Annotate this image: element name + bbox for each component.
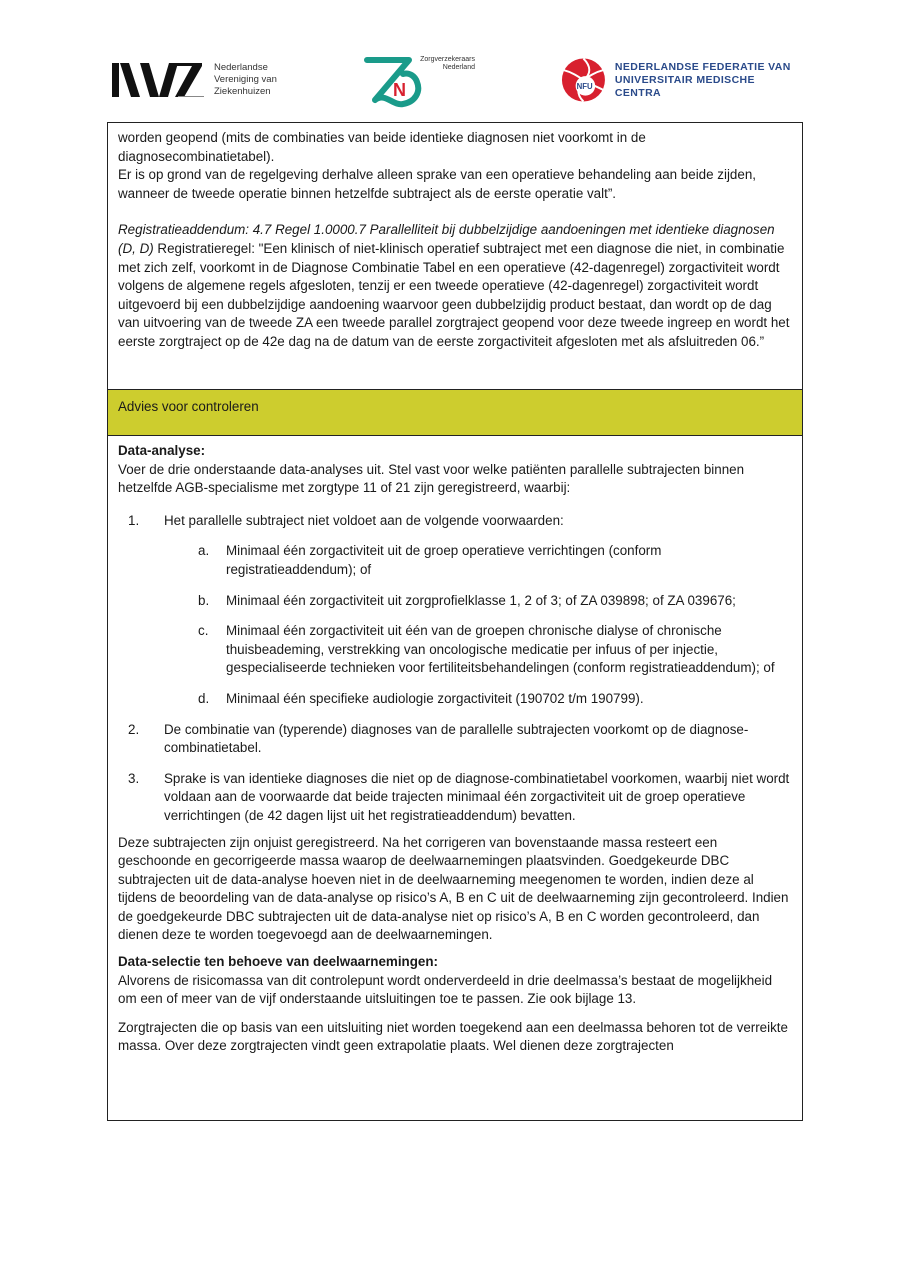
paragraph: Er is op grond van de regelgeving derhalve alleen sprake van een operatieve behandeling aan beide zijden, wanneer de tweede operatie binnen hetzelfde subtraject als de eerste operatie valt”.	[118, 167, 756, 201]
nvz-logo-mark-icon	[112, 63, 204, 97]
data-selectie-heading: Data-selectie ten behoeve van deelwaarnemingen:	[118, 954, 439, 970]
sub-list-item: b. Minimaal één zorgactiviteit uit zorgprofielklasse 1, 2 of 3; of ZA 039898; of ZA 039676;	[198, 592, 736, 608]
registration-rules-cell	[108, 123, 802, 390]
content-table	[107, 122, 803, 1121]
paragraph: Alvorens de risicomassa van dit controlepunt wordt onderverdeeld in drie deelmassa’s bestaat de mogelijkheid om een of meer van de vijf onderstaande uitsluitingen toe te passen. Zie ook bijlage 13.	[118, 972, 773, 1007]
paragraph: Voer de drie onderstaande data-analyses uit. Stel vast voor welke patiënten parallelle subtrajecten binnen hetzelfde AGB-specialisme met zorgtype 11 of 21 zijn geregistreerd, waarbij:	[118, 461, 745, 496]
list-item: 3. Sprake is van identieke diagnoses die niet op de diagnose-combinatietabel voorkomen, waarbij niet wordt voldaan aan de voorwaarde dat beide trajecten minimaal één zorgactiviteit uit de groep operatieve verrichtingen (de 42 dagen lijst uit het registratieaddendum) bevatten.	[128, 770, 790, 823]
nfu-logo	[560, 56, 800, 104]
sub-list-item: a. Minimaal één zorgactiviteit uit de groep operatieve verrichtingen (conform registratieaddendum); of	[198, 543, 662, 577]
advies-header-row	[108, 390, 802, 436]
registratieaddendum-reference: Registratieaddendum: 4.7 Regel 1.0000.7 Parallelliteit bij dubbelzijdige aandoeningen met identieke diagnosen (D, D)	[118, 222, 775, 256]
list-item: 2. De combinatie van (typerende) diagnoses van de parallelle subtrajecten voorkomt op de diagnose-combinatietabel.	[128, 721, 749, 756]
nfu-logo-mark-icon	[560, 56, 607, 104]
nfu-logo-text: NEDERLANDSE FEDERATIE VAN UNIVERSITAIR MEDISCHE CENTRA	[614, 60, 791, 99]
sub-list-item: c. Minimaal één zorgactiviteit uit één van de groepen chronische dialyse of chronische thuisbeademing, verstrekking van oncologische medicatie per infuus of per injectie, gespecialiseerde technieken voor fertiliteitsbehandelingen (conform registratieaddendum); of	[198, 623, 775, 676]
advies-header-label: Advies voor controleren	[118, 399, 259, 414]
data-analyse-heading: Data-analyse:	[118, 443, 206, 458]
advies-content-cell	[108, 436, 802, 1056]
zn-logo	[363, 54, 483, 108]
nvz-logo	[112, 60, 292, 100]
page-header	[0, 50, 900, 110]
nvz-logo-text: Nederlandse Vereniging van Ziekenhuizen	[214, 62, 277, 97]
zn-logo-text: Zorgverzekeraars Nederland	[420, 56, 475, 71]
paragraph: Zorgtrajecten die op basis van een uitsluiting niet worden toegekend aan een deelmassa behoren tot de verreikte massa. Over deze zorgtrajecten vindt geen extrapolatie plaats. Wel dienen deze zorgtrajecten	[118, 1019, 788, 1054]
paragraph: worden geopend (mits de combinaties van beide identieke diagnosen niet voorkomt in de diagnosecombinatietabel).	[118, 130, 646, 164]
svg-text:N: N	[393, 80, 406, 100]
registratieaddendum-paragraph: Registratieaddendum: 4.7 Regel 1.0000.7 Parallelliteit bij dubbelzijdige aandoeningen met identieke diagnosen (D, D) Registratieregel: "Een klinisch of niet-klinisch operatief subtraject met een diagnose die niet, in combinatie met zich zelf, voorkomt in de Diagnose Combinatie Tabel en een operatieve (42-dagenregel) zorgactiviteit wordt volgens de algemene regels afgesloten, tenzij er een tweede operatieve (42-dagenregel) zorgactiviteit wordt uitgevoerd bij een dubbelzijdige aandoening waarvoor geen dubbelzijdig product bestaat, dan wordt op de dag van uitvoering van de tweede ZA een tweede parallel zorgtraject geopend voor deze tweede ingreep en wordt het eerste zorgtraject op de 42e dag na de datum van de eerste zorgactiviteit afgesloten met als afsluitreden 06.”	[118, 222, 790, 349]
paragraph: Deze subtrajecten zijn onjuist geregistreerd. Na het corrigeren van bovenstaande massa resteert een geschoonde en gecorrigeerde massa waarop de deelwaarnemingen plaatsvinden. Goedgekeurde DBC subtrajecten uit de data-analyse hoeven niet in de deelwaarneming meegenomen te worden, indien deze al tijdens de beoordeling van de data-analyse op risico’s A, B en C uit de deelwaarneming zijn gecontroleerd. Indien de goedgekeurde DBC subtrajecten uit de data-analyse niet op risico’s A, B en C worden gecontroleerd, dan dienen deze te worden toegevoegd aan de deelwaarnemingen.	[118, 834, 789, 943]
svg-text:NFU: NFU	[576, 81, 593, 91]
list-item: 1. Het parallelle subtraject niet voldoet aan de volgende voorwaarden:	[128, 512, 564, 528]
sub-list-item: d. Minimaal één specifieke audiologie zorgactiviteit (190702 t/m 190799).	[198, 690, 644, 706]
